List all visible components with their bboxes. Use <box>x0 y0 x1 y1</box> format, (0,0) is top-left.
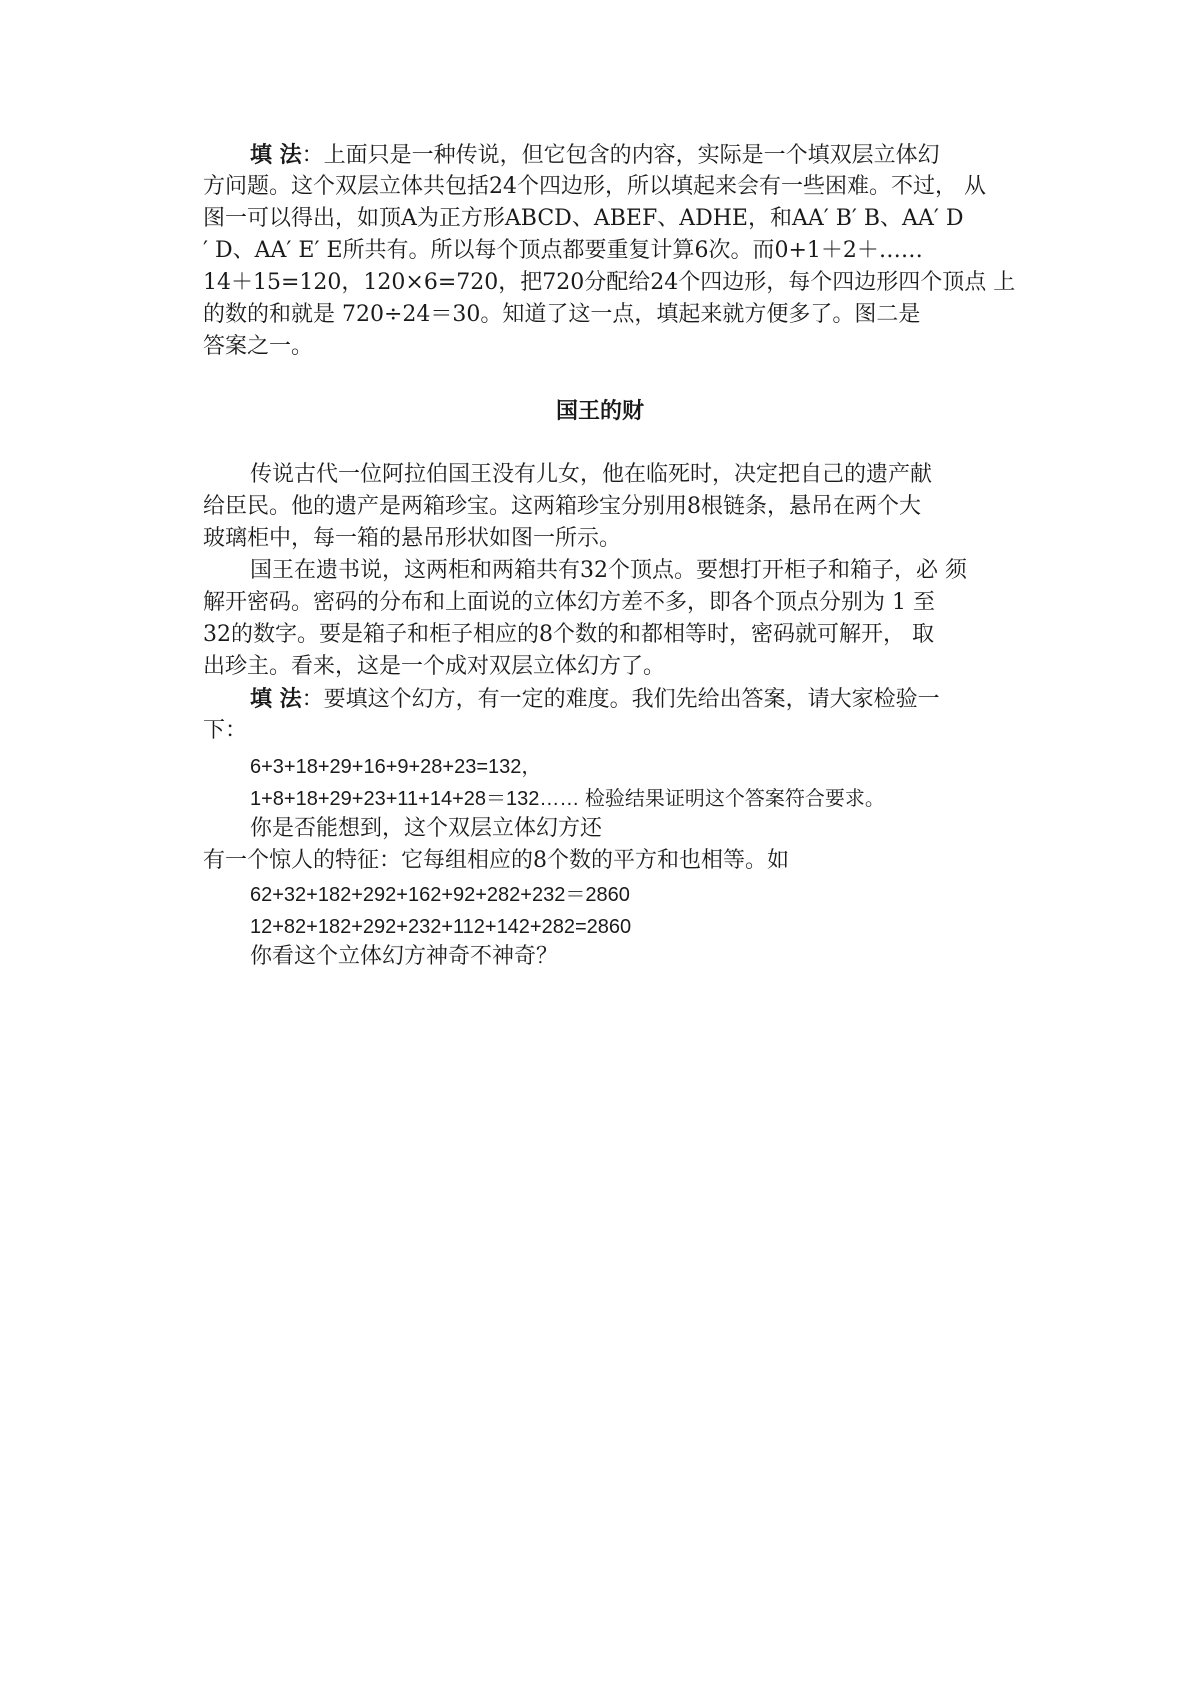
question-line-1: 你是否能想到，这个双层立体幻方还 <box>250 816 603 841</box>
formula-sum-1: 6+3+18+29+16+9+28+23=132， <box>250 756 542 778</box>
section1-line-4: ′ D、AA′ E′ E所共有。所以每个顶点都要重复计算6次。而0+1＋2＋…… <box>203 238 923 263</box>
paragraph1-line-3: 玻璃柜中，每一箱的悬吊形状如图一所示。 <box>203 526 622 551</box>
formula-squares-2: 12+82+182+292+232+112+142+282=2860 <box>250 916 632 938</box>
closing-line: 你看这个立体幻方神奇不神奇？ <box>250 944 559 969</box>
paragraph1-line-1: 传说古代一位阿拉伯国王没有儿女，他在临死时，决定把自己的遗产献 <box>250 462 933 487</box>
section1-line-7: 答案之一。 <box>203 334 314 359</box>
formula-squares-1: 62+32+182+292+162+92+282+232＝2860 <box>250 884 630 906</box>
formula-sum-2: 1+8+18+29+23+11+14+28＝132…… 检验结果证明这个答案符合要求。 <box>250 788 885 810</box>
section1-line-2: 方问题。这个双层立体共包括24个四边形，所以填起来会有一些困难。不过， 从 <box>203 174 986 199</box>
paragraph2-line-4: 出珍主。看来，这是一个成对双层立体幻方了。 <box>203 654 666 679</box>
fill-method-text-1: ：要填这个幻方，有一定的难度。我们先给出答案，请大家检验一 <box>301 687 940 712</box>
paragraph2-line-3: 32的数字。要是箱子和柜子相应的8个数的和都相等时，密码就可解开， 取 <box>203 622 934 647</box>
fill-method-line-1 <box>250 684 940 715</box>
paragraph2-line-1: 国王在遗书说，这两柜和两箱共有32个顶点。要想打开柜子和箱子，必 须 <box>250 558 967 583</box>
question-line-2: 有一个惊人的特征：它每组相应的8个数的平方和也相等。如 <box>203 848 789 873</box>
section1-line-5: 14＋15=120，120×6=720，把720分配给24个四边形，每个四边形四个顶点 上 <box>203 270 1016 295</box>
paragraph2-line-2: 解开密码。密码的分布和上面说的立体幻方差不多，即各个顶点分别为 1 至 <box>203 590 935 615</box>
section1-line-6: 的数的和就是 720÷24＝30。知道了这一点，填起来就方便多了。图二是 <box>203 302 921 327</box>
paragraph1-line-2: 给臣民。他的遗产是两箱珍宝。这两箱珍宝分别用8根链条，悬吊在两个大 <box>203 494 921 519</box>
section1-line-1 <box>250 140 940 171</box>
fill-method-label-2: 填 法 <box>250 686 302 712</box>
section1-line-3: 图一可以得出，如顶A为正方形ABCD、ABEF、ADHE，和AA′ B′ B、AA′ D <box>203 206 964 231</box>
fill-method-label: 填 法 <box>250 142 302 168</box>
section1-text-1: ：上面只是一种传说，但它包含的内容，实际是一个填双层立体幻 <box>301 143 940 168</box>
section-title: 国王的财 <box>555 398 644 424</box>
fill-method-line-2: 下： <box>203 718 248 743</box>
